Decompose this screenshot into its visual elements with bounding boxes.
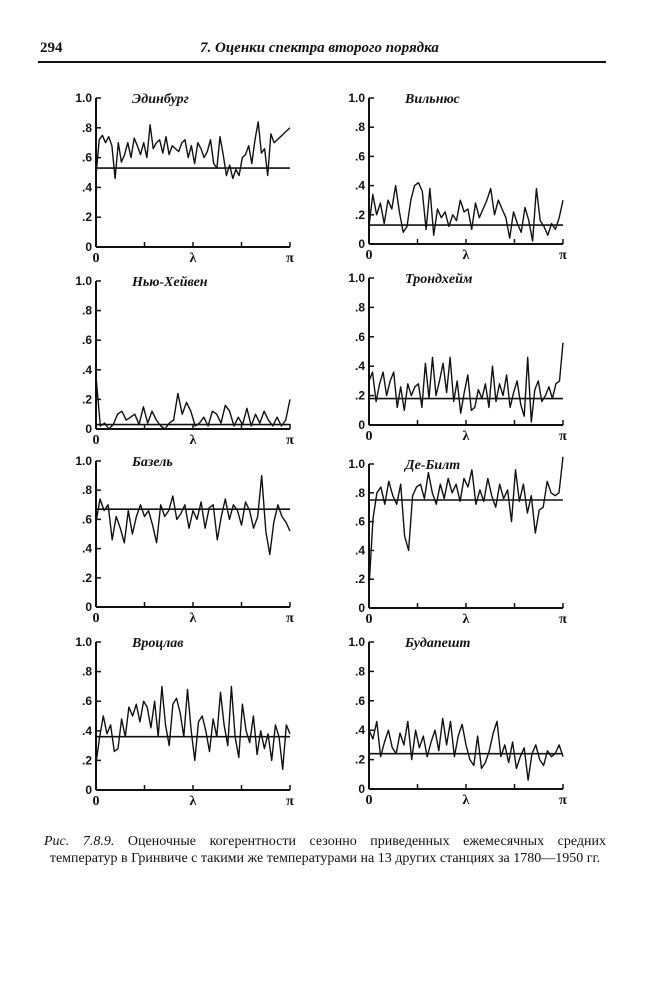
- x-tick-label: λ: [462, 793, 470, 808]
- y-tick-label: .6: [354, 329, 365, 344]
- x-tick-label: π: [286, 433, 294, 448]
- x-tick-label: 0: [92, 794, 100, 809]
- y-tick-label: 0: [358, 601, 365, 615]
- y-tick-label: .2: [354, 572, 365, 587]
- y-tick-label: .2: [81, 570, 92, 585]
- x-tick-label: λ: [462, 612, 470, 627]
- coherence-panel-3: [75, 274, 294, 448]
- station-title: Де-Билт: [405, 458, 461, 473]
- y-tick-label: .4: [81, 180, 92, 195]
- coherence-curve: [96, 376, 290, 429]
- coherence-panel-4: [348, 271, 567, 444]
- x-tick-label: π: [559, 429, 567, 444]
- y-tick-label: 0: [358, 418, 365, 432]
- coherence-panel-8: [348, 635, 567, 808]
- y-tick-label: .6: [81, 150, 92, 165]
- x-tick-label: π: [286, 611, 294, 626]
- y-tick-label: .6: [354, 514, 365, 529]
- y-tick-label: .6: [354, 693, 365, 708]
- coherence-panel-6: [348, 457, 567, 627]
- y-tick-label: 1.0: [75, 91, 92, 105]
- y-tick-label: .2: [81, 753, 92, 768]
- y-tick-label: .2: [354, 388, 365, 403]
- x-tick-label: λ: [462, 248, 470, 263]
- y-tick-label: .8: [81, 483, 92, 498]
- y-tick-label: 1.0: [75, 274, 92, 288]
- y-tick-label: 1.0: [348, 91, 365, 105]
- y-tick-label: .8: [81, 664, 92, 679]
- x-tick-label: π: [559, 248, 567, 263]
- y-tick-label: 1.0: [348, 271, 365, 285]
- figure-label: Рис. 7.8.9.: [44, 834, 115, 849]
- y-tick-label: 0: [85, 783, 92, 797]
- y-tick-label: .4: [354, 178, 365, 193]
- x-tick-label: 0: [92, 433, 100, 448]
- y-tick-label: .8: [354, 300, 365, 315]
- figure-caption: [44, 833, 606, 867]
- x-tick-label: π: [286, 794, 294, 809]
- y-tick-label: 0: [85, 600, 92, 614]
- station-title: Эдинбург: [132, 92, 189, 107]
- x-tick-label: π: [559, 612, 567, 627]
- y-tick-label: .8: [354, 664, 365, 679]
- station-title: Будапешт: [405, 636, 471, 651]
- y-tick-label: 1.0: [348, 457, 365, 471]
- running-title: 7. Оценки спектра второго порядка: [200, 40, 439, 56]
- coherence-curve: [369, 183, 563, 241]
- y-tick-label: .4: [354, 543, 365, 558]
- y-tick-label: .2: [81, 210, 92, 225]
- figure-caption-text: Оценочные когерентности сезонно приведенных ежемесячных средних температур в Гринвиче с такими же температурами на 13 других станциях за 1780—1950 гг.: [49, 834, 606, 866]
- y-tick-label: .2: [354, 207, 365, 222]
- page-number: 294: [40, 40, 63, 56]
- y-tick-label: 1.0: [75, 635, 92, 649]
- x-tick-label: λ: [189, 433, 197, 448]
- y-tick-label: 0: [85, 422, 92, 436]
- station-title: Нью-Хейвен: [132, 275, 208, 290]
- y-tick-label: .6: [354, 149, 365, 164]
- x-tick-label: 0: [365, 429, 373, 444]
- y-tick-label: .2: [81, 392, 92, 407]
- y-tick-label: .8: [81, 303, 92, 318]
- y-tick-label: 0: [85, 240, 92, 254]
- y-tick-label: 1.0: [75, 454, 92, 468]
- x-tick-label: 0: [365, 612, 373, 627]
- y-tick-label: 1.0: [348, 635, 365, 649]
- coherence-panel-7: [75, 635, 294, 809]
- coherence-curve: [369, 718, 563, 780]
- y-tick-label: .8: [354, 485, 365, 500]
- y-tick-label: 0: [358, 237, 365, 251]
- x-tick-label: λ: [189, 611, 197, 626]
- station-title: Базель: [132, 455, 173, 470]
- y-tick-label: .6: [81, 333, 92, 348]
- x-tick-label: 0: [365, 793, 373, 808]
- x-tick-label: 0: [365, 248, 373, 263]
- coherence-curve: [96, 686, 290, 769]
- y-tick-label: .4: [354, 723, 365, 738]
- coherence-panel-2: [348, 91, 567, 263]
- y-tick-label: .6: [81, 512, 92, 527]
- coherence-curve: [369, 457, 563, 588]
- x-tick-label: π: [559, 793, 567, 808]
- coherence-curve: [369, 343, 563, 422]
- y-tick-label: .4: [354, 359, 365, 374]
- x-tick-label: λ: [462, 429, 470, 444]
- y-tick-label: .4: [81, 541, 92, 556]
- station-title: Вроцлав: [132, 636, 184, 651]
- coherence-panel-5: [75, 454, 294, 626]
- station-title: Вильнюс: [405, 92, 460, 107]
- coherence-curve: [96, 476, 290, 555]
- coherence-panel-1: [75, 91, 294, 266]
- y-tick-label: .8: [81, 120, 92, 135]
- x-tick-label: λ: [189, 794, 197, 809]
- y-tick-label: 0: [358, 782, 365, 796]
- y-tick-label: .8: [354, 120, 365, 135]
- y-tick-label: .2: [354, 752, 365, 767]
- x-tick-label: 0: [92, 611, 100, 626]
- x-tick-label: λ: [189, 251, 197, 266]
- x-tick-label: 0: [92, 251, 100, 266]
- y-tick-label: .6: [81, 694, 92, 709]
- x-tick-label: π: [286, 251, 294, 266]
- coherence-curve: [96, 122, 290, 179]
- y-tick-label: .4: [81, 723, 92, 738]
- y-tick-label: .4: [81, 362, 92, 377]
- station-title: Трондхейм: [405, 272, 473, 287]
